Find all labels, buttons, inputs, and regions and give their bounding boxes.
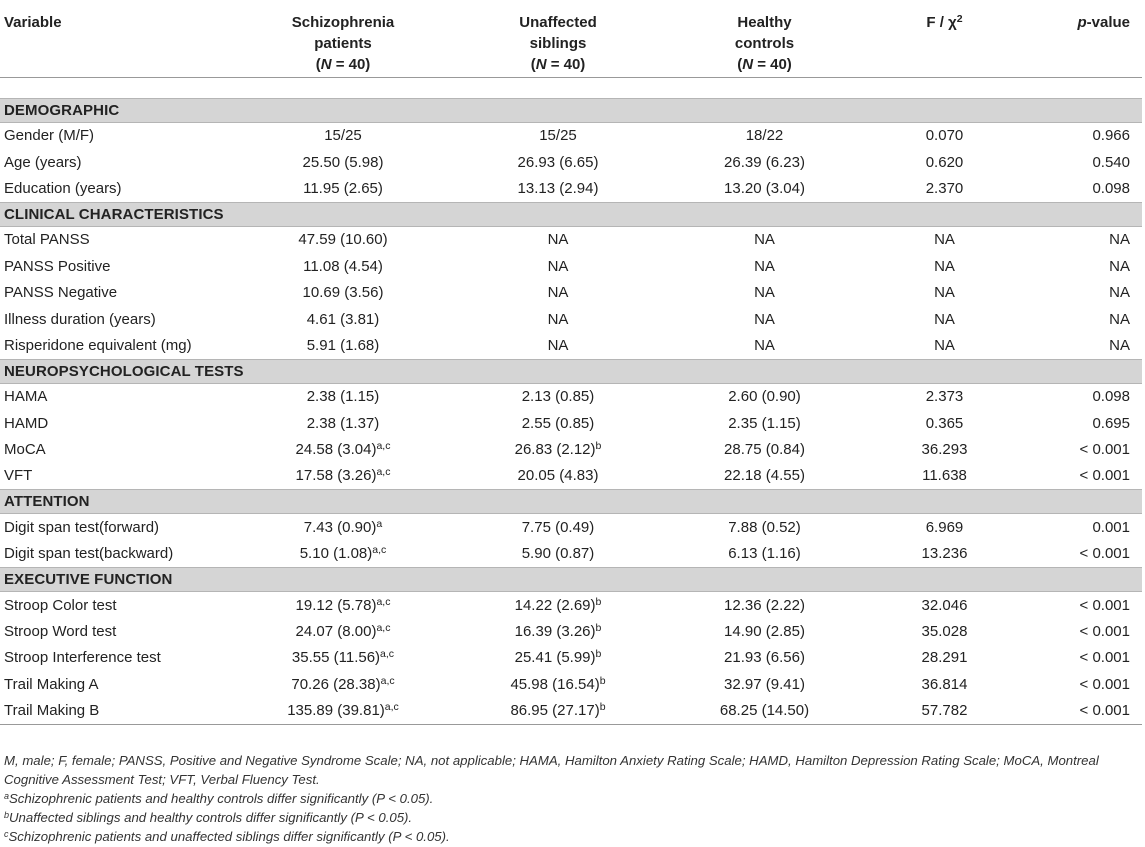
header-schizophrenia-patients: Schizophrenia patients (N = 40) (243, 0, 443, 77)
variable-label: Digit span test(backward) (4, 545, 174, 563)
schizophrenia-value: 2.38 (1.15) (306, 388, 380, 406)
section-header (0, 359, 1142, 383)
controls-value: 7.88 (0.52) (728, 518, 801, 536)
table-row (0, 253, 1142, 279)
statistic-value: 0.365 (925, 414, 964, 432)
header-variable: Variable (0, 0, 243, 77)
section-title: NEUROPSYCHOLOGICAL TESTS (0, 359, 1142, 383)
controls-value: 68.25 (14.50) (673, 698, 856, 725)
header-p-value: p-value (1033, 0, 1142, 77)
variable-label: Stroop Interference test (4, 649, 161, 667)
section-title: ATTENTION (0, 490, 1142, 514)
statistic-value: 6.969 (925, 518, 964, 536)
header-healthy-controls: Healthy controls (N = 40) (673, 0, 856, 77)
significance-mark: a (376, 517, 383, 530)
variable-label: VFT (4, 467, 33, 485)
significance-mark: b (599, 674, 606, 687)
statistic-value: 2.370 (925, 179, 964, 197)
table-row (0, 671, 1142, 697)
significance-mark: a,c (384, 701, 399, 714)
controls-value: 13.20 (3.04) (724, 179, 805, 197)
controls-value: 28.75 (0.84) (724, 441, 805, 459)
schizophrenia-value: 47.59 (10.60) (298, 231, 388, 249)
p-value: NA (1109, 310, 1130, 328)
siblings-value: NA (547, 336, 569, 354)
table-row (0, 514, 1142, 541)
p-value: 0.695 (1092, 414, 1130, 432)
variable-label: PANSS Positive (4, 257, 111, 275)
table-row (0, 122, 1142, 149)
schizophrenia-value: 5.91 (1.68) (306, 336, 380, 354)
statistic-value: NA (934, 310, 955, 328)
statistic-value: NA (934, 231, 955, 249)
significance-mark: b (595, 595, 602, 608)
variable-label: HAMA (4, 388, 48, 406)
variable-label: Trail Making A (4, 675, 99, 693)
table-row (0, 410, 1142, 436)
section-title: EXECUTIVE FUNCTION (0, 567, 1142, 591)
significance-mark: a,c (376, 466, 391, 479)
statistic-value: 0.070 (925, 127, 964, 145)
significance-mark: b (595, 440, 602, 453)
schizophrenia-value: 2.38 (1.37) (306, 414, 380, 432)
table-row (0, 645, 1142, 671)
table-row (0, 463, 1142, 490)
siblings-value: 26.83 $(2.12)^b$ (514, 440, 602, 459)
section-header (0, 98, 1142, 122)
schizophrenia-value: 5.10 $(1.08)^{a,c}$ (299, 544, 387, 563)
schizophrenia-value: 24.07 $(8.00)^{a,c}$ (295, 622, 391, 641)
statistic-value: 2.373 (925, 388, 964, 406)
schizophrenia-value: 25.50 (5.98) (302, 153, 384, 171)
table-row (0, 306, 1142, 332)
controls-value: 18/22 (745, 127, 784, 145)
statistic-value: 35.028 (921, 623, 968, 641)
statistic-value: NA (934, 336, 955, 354)
table-row (0, 332, 1142, 359)
schizophrenia-value: 7.43 $(0.90)^a$ (303, 517, 383, 536)
siblings-value: 5.90 (0.87) (521, 545, 595, 563)
siblings-value: 2.13 (0.85) (521, 388, 595, 406)
siblings-value: NA (547, 257, 569, 275)
statistic-value: 57.782 (856, 698, 1033, 725)
p-value: 0.098 (1092, 388, 1130, 406)
table-row (0, 436, 1142, 462)
controls-value: 21.93 (6.56) (724, 649, 805, 667)
siblings-value: NA (547, 231, 569, 249)
significance-mark: a,c (380, 674, 395, 687)
controls-value: 26.39 (6.23) (724, 153, 805, 171)
controls-value: 12.36 (2.22) (724, 596, 805, 614)
schizophrenia-value: 10.69 (3.56) (302, 284, 384, 302)
variable-label: PANSS Negative (4, 284, 118, 302)
table-row (0, 618, 1142, 644)
siblings-value: NA (547, 310, 569, 328)
p-value: < 0.001 (1079, 675, 1130, 693)
table-row (0, 149, 1142, 175)
p-value: 0.540 (1092, 153, 1130, 171)
schizophrenia-value: 15/25 (324, 127, 362, 145)
variable-label: Age (years) (4, 153, 82, 171)
p-value: < 0.001 (1079, 623, 1130, 641)
table-body (0, 77, 1142, 724)
p-value: NA (1109, 231, 1130, 249)
significance-mark: a,c (380, 648, 395, 661)
p-value: < 0.001 (1079, 441, 1130, 459)
siblings-value: 45.98 $(16.54)^b$ (510, 674, 606, 693)
siblings-value: 25.41 $(5.99)^b$ (514, 648, 602, 667)
significance-mark: a,c (376, 440, 391, 453)
variable-label: Total PANSS (4, 231, 90, 249)
table-row (0, 383, 1142, 410)
variable-label: Trail Making B (0, 698, 243, 725)
significance-mark: a,c (372, 544, 387, 557)
table-row (0, 175, 1142, 202)
schizophrenia-value: 24.58 $(3.04)^{a,c}$ (295, 440, 391, 459)
significance-mark: b (599, 701, 606, 714)
controls-value: 22.18 (4.55) (724, 467, 805, 485)
siblings-value: 14.22 $(2.69)^b$ (514, 595, 602, 614)
table-footnotes (4, 751, 1140, 846)
section-title: DEMOGRAPHIC (0, 98, 1142, 122)
table-header (0, 0, 1142, 77)
statistic-value: 11.638 (922, 467, 967, 485)
p-value: < 0.001 (1033, 698, 1142, 725)
variable-label: Risperidone equivalent (mg) (4, 336, 192, 354)
schizophrenia-value: 70.26 $(28.38)^{a,c}$ (291, 674, 395, 693)
siblings-value: 20.05 (4.83) (517, 467, 599, 485)
controls-value: NA (754, 284, 775, 302)
significance-mark: a,c (376, 595, 391, 608)
p-value: < 0.001 (1079, 649, 1130, 667)
table-row (0, 591, 1142, 618)
table-row (0, 279, 1142, 305)
footnote-c: $^c$Schizophrenic patients and unaffected siblings differ significantly (P < 0.05). (4, 829, 450, 844)
section-header (0, 567, 1142, 591)
variable-label: Gender (M/F) (4, 127, 95, 145)
significance-mark: b (595, 622, 602, 635)
variable-label: Digit span test(forward) (4, 518, 160, 536)
schizophrenia-value: 17.58 $(3.26)^{a,c}$ (295, 466, 391, 485)
statistic-value: 36.293 (921, 441, 968, 459)
siblings-value: 7.75 (0.49) (521, 518, 595, 536)
controls-value: NA (754, 231, 775, 249)
significance-mark: a,c (376, 622, 391, 635)
table-row (0, 541, 1142, 568)
controls-value: 32.97 (9.41) (724, 675, 805, 693)
section-header (0, 202, 1142, 226)
p-value: < 0.001 (1079, 596, 1130, 614)
section-title: CLINICAL CHARACTERISTICS (0, 202, 1142, 226)
schizophrenia-value: 19.12 $(5.78)^{a,c}$ (295, 595, 391, 614)
table-row (0, 698, 1142, 725)
variable-label: HAMD (4, 414, 49, 432)
footnote-a: $^a$Schizophrenic patients and healthy controls differ significantly (P < 0.05). (4, 791, 434, 806)
p-value: 0.001 (1092, 518, 1130, 536)
p-value: NA (1109, 336, 1130, 354)
controls-value: 6.13 (1.16) (728, 545, 801, 563)
schizophrenia-value: 135.89 $(39.81)^{a,c}$ (243, 698, 443, 725)
controls-value: 2.60 (0.90) (728, 388, 801, 406)
schizophrenia-value: 11.08 (4.54) (303, 257, 383, 275)
variable-label: Education (years) (4, 179, 122, 197)
significance-mark: b (595, 648, 602, 661)
controls-value: 14.90 (2.85) (724, 623, 805, 641)
statistic-value: 0.620 (925, 153, 964, 171)
statistic-value: 28.291 (921, 649, 968, 667)
table-row (0, 226, 1142, 253)
p-value: 0.098 (1092, 179, 1130, 197)
siblings-value: NA (547, 284, 569, 302)
footnote-abbreviations: M, male; F, female; PANSS, Positive and Negative Syndrome Scale; NA, not applicable; HAMA, Hamilton Anxiety Rating Scale; HAMD, Hamilton Depression Rating Scale; MoCA, Montreal Cognitive Assessment Test; VFT, Verbal Fluency Test. (4, 753, 1099, 787)
p-value: NA (1109, 284, 1130, 302)
siblings-value: 16.39 $(3.26)^b$ (514, 622, 602, 641)
statistic-value: 32.046 (921, 596, 968, 614)
variable-label: Stroop Color test (4, 596, 117, 614)
schizophrenia-value: 4.61 (3.81) (306, 310, 380, 328)
siblings-value: 15/25 (539, 127, 577, 145)
p-value: 0.966 (1092, 127, 1130, 145)
siblings-value: 26.93 (6.65) (517, 153, 599, 171)
header-statistic: F / $\chi^2$ (856, 0, 1033, 77)
siblings-value: 13.13 (2.94) (517, 179, 599, 197)
controls-value: 2.35 (1.15) (728, 414, 801, 432)
siblings-value: 86.95 $(27.17)^b$ (443, 698, 673, 725)
statistic-value: NA (934, 257, 955, 275)
statistic-value: 36.814 (921, 675, 968, 693)
p-value: < 0.001 (1079, 467, 1130, 485)
statistic-value: 13.236 (921, 545, 968, 563)
schizophrenia-value: 35.55 $(11.56)^{a,c}$ (291, 648, 395, 667)
controls-value: NA (754, 310, 775, 328)
controls-value: NA (754, 257, 775, 275)
variable-label: MoCA (4, 441, 46, 459)
p-value: NA (1109, 257, 1130, 275)
header-unaffected-siblings: Unaffected siblings (N = 40) (443, 0, 673, 77)
section-header (0, 490, 1142, 514)
footnote-b: $^b$Unaffected siblings and healthy controls differ significantly (P < 0.05). (4, 810, 413, 825)
controls-value: NA (754, 336, 775, 354)
variable-label: Stroop Word test (4, 623, 117, 641)
variable-label: Illness duration (years) (4, 310, 156, 328)
statistic-value: NA (934, 284, 955, 302)
siblings-value: 2.55 (0.85) (521, 414, 595, 432)
p-value: < 0.001 (1079, 545, 1130, 563)
schizophrenia-value: 11.95 (2.65) (303, 179, 383, 197)
